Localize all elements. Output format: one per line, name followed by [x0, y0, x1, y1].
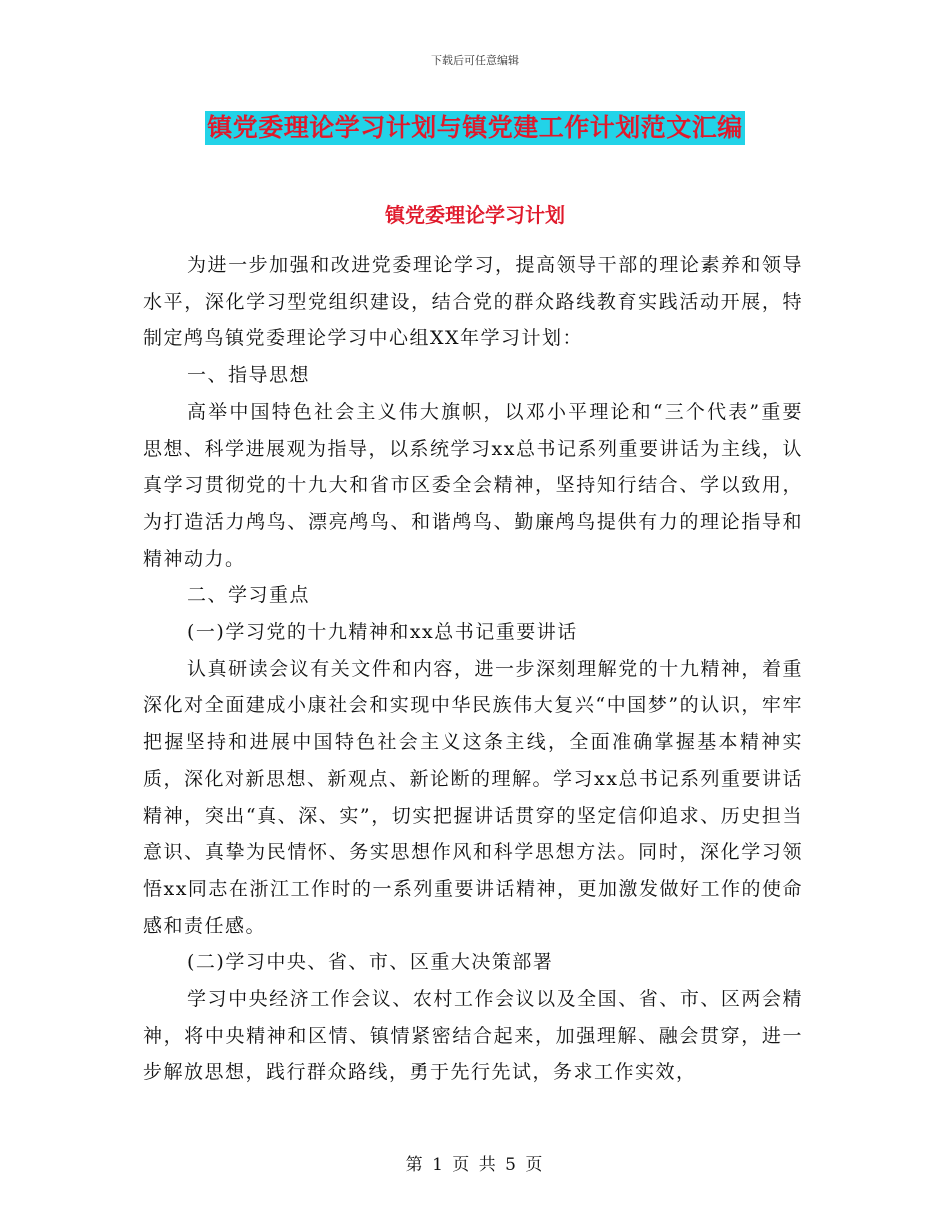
paragraph-intro: 为进一步加强和改进党委理论学习，提高领导干部的理论素养和领导水平，深化学习型党组织建设，结合党的群众路线教育实践活动开展，特制定鸬鸟镇党委理论学习中心组XX年学习计划： — [143, 254, 803, 350]
document-body — [143, 247, 803, 1091]
heading-guiding-thought: 一、指导思想 — [187, 364, 311, 387]
page-number: 第 1 页 共 5 页 — [405, 1155, 545, 1175]
document-title: 镇党委理论学习计划与镇党建工作计划范文汇编 — [205, 111, 745, 145]
heading-study-focus: 二、学习重点 — [187, 584, 311, 607]
paragraph-guiding-thought: 高举中国特色社会主义伟大旗帜，以邓小平理论和“三个代表”重要思想、科学进展观为指导，以系统学习xx总书记系列重要讲话为主线，认真学习贯彻党的十九大和省市区委全会精神，坚持知行结合、学以致用，为打造活力鸬鸟、漂亮鸬鸟、和谐鸬鸟、勤廉鸬鸟提供有力的理论指导和精神动力。 — [143, 400, 803, 570]
page-header-note: 下载后可任意编辑 — [431, 54, 519, 67]
document-title-container — [0, 111, 950, 145]
subheading-focus-2: (二)学习中央、省、市、区重大决策部署 — [187, 951, 554, 974]
section-title: 镇党委理论学习计划 — [385, 203, 565, 227]
paragraph-focus-2: 学习中央经济工作会议、农村工作会议以及全国、省、市、区两会精神，将中央精神和区情、镇情紧密结合起来，加强理解、融会贯穿，进一步解放思想，践行群众路线，勇于先行先试，务求工作实效， — [143, 988, 803, 1084]
paragraph-focus-1: 认真研读会议有关文件和内容，进一步深刻理解党的十九精神，着重深化对全面建成小康社会和实现中华民族伟大复兴“中国梦”的认识，牢牢把握坚持和进展中国特色社会主义这条主线，全面准确掌握基本精神实质，深化对新思想、新观点、新论断的理解。学习xx总书记系列重要讲话精神，突出“真、深、实”，切实把握讲话贯穿的坚定信仰追求、历史担当意识、真挚为民情怀、务实思想作风和科学思想方法。同时，深化学习领悟xx同志在浙江工作时的一系列重要讲话精神，更加激发做好工作的使命感和责任感。 — [143, 657, 803, 937]
subheading-focus-1: (一)学习党的十九精神和xx总书记重要讲话 — [187, 621, 578, 644]
